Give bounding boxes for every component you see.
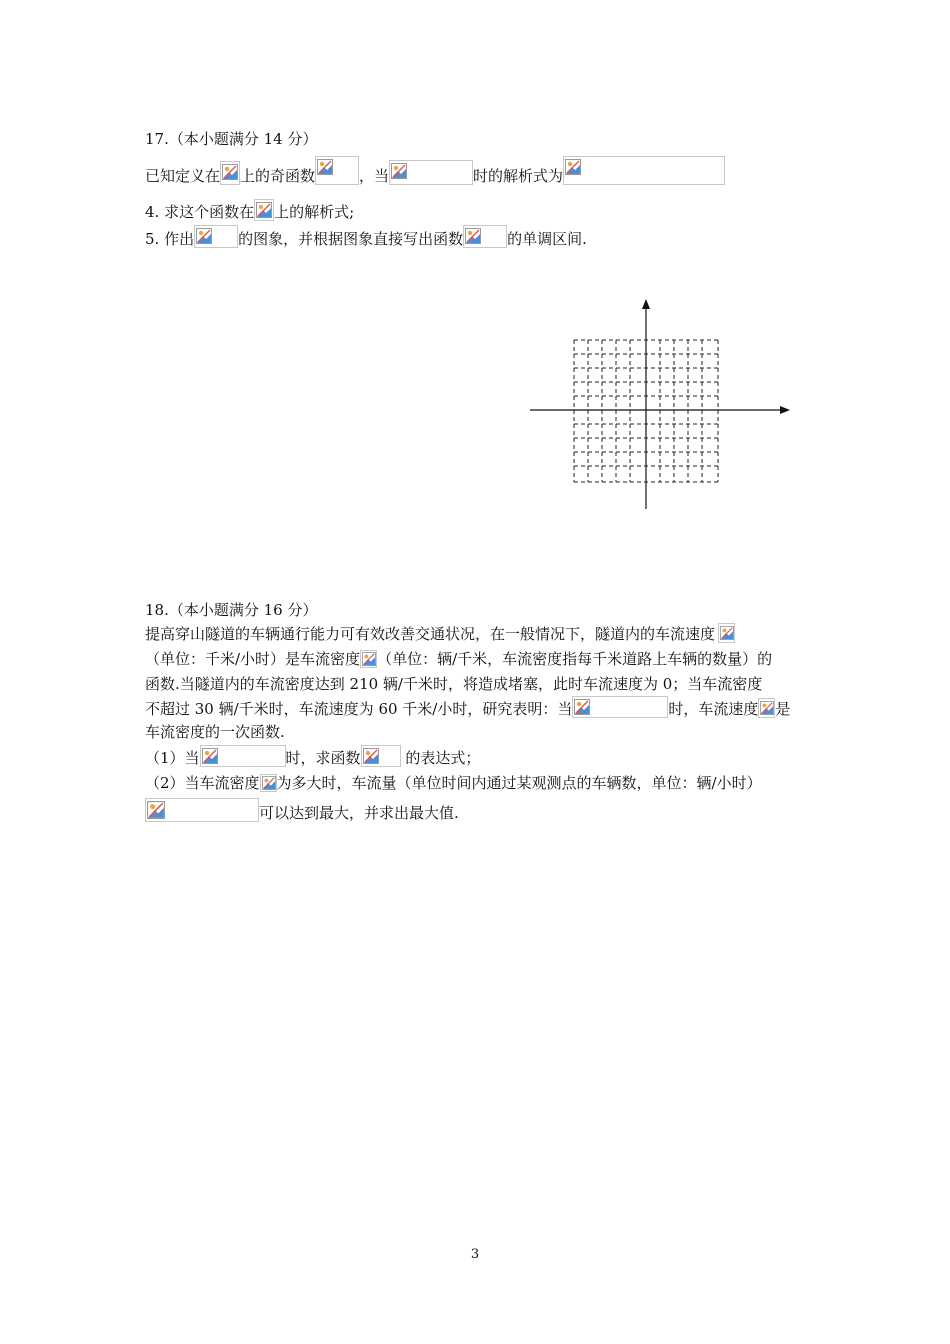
formula-image — [361, 745, 401, 767]
formula-image — [220, 161, 240, 185]
formula-image — [758, 698, 775, 718]
q18-p5: 车流密度的一次函数. — [145, 723, 285, 741]
x-axis-arrow-icon — [780, 406, 790, 414]
q18-p2: （单位：千米/小时）是车流密度 （单位：辆/千米，车流密度指每千米道路上车辆的数量）的 — [145, 650, 773, 668]
formula-image — [145, 798, 259, 822]
broken-image-icon — [147, 801, 165, 819]
q17-line1: 已知定义在 上的奇函数 ，当 时的解析式为 — [145, 156, 725, 187]
broken-image-icon — [574, 699, 590, 715]
broken-image-icon — [391, 163, 407, 179]
formula-image — [563, 156, 725, 185]
q17-item5: 5. 作出 的图象，并根据图象直接写出函数 的单调区间. — [145, 225, 587, 250]
page-number: 3 — [470, 1247, 480, 1262]
formula-image — [572, 696, 668, 718]
formula-image — [254, 199, 274, 221]
q17-item4: 4. 求这个函数在 上的解析式; — [145, 199, 354, 223]
q18-sub2: （2）当车流密度 为多大时，车流量（单位时间内通过某观测点的车辆数，单位：辆/小时） — [145, 774, 762, 792]
broken-image-icon — [363, 748, 379, 764]
broken-image-icon — [362, 652, 376, 666]
formula-image — [389, 160, 473, 185]
formula-image — [200, 745, 286, 767]
q17-header: 17.（本小题满分 14 分） — [145, 130, 318, 148]
q18-sub2-cont: 可以达到最大，并求出最大值. — [145, 798, 459, 824]
broken-image-icon — [196, 228, 212, 244]
broken-image-icon — [256, 202, 272, 218]
broken-image-icon — [720, 626, 734, 640]
formula-image — [463, 225, 507, 248]
q18-p1: 提高穿山隧道的车辆通行能力可有效改善交通状况，在一般情况下，隧道内的车流速度 — [145, 623, 735, 645]
broken-image-icon — [317, 159, 333, 175]
broken-image-icon — [262, 776, 276, 790]
formula-image — [718, 623, 735, 643]
broken-image-icon — [565, 159, 581, 175]
q18-sub1: （1）当 时，求函数 的表达式； — [145, 745, 480, 769]
q18-p4: 不超过 30 辆/千米时，车流速度为 60 千米/小时，研究表明：当 时，车流速度 是 — [145, 696, 790, 720]
formula-image — [194, 225, 238, 248]
formula-image — [360, 650, 377, 668]
formula-image — [315, 156, 359, 185]
broken-image-icon — [760, 701, 774, 715]
coordinate-grid — [528, 295, 798, 515]
broken-image-icon — [222, 164, 238, 180]
broken-image-icon — [465, 228, 481, 244]
broken-image-icon — [202, 748, 218, 764]
q18-header: 18.（本小题满分 16 分） — [145, 601, 318, 619]
y-axis-arrow-icon — [642, 299, 650, 309]
formula-image — [260, 774, 277, 792]
axes — [530, 307, 786, 509]
q18-p3: 函数.当隧道内的车流密度达到 210 辆/千米时，将造成堵塞，此时车流速度为 0；当车流密度 — [145, 675, 763, 693]
